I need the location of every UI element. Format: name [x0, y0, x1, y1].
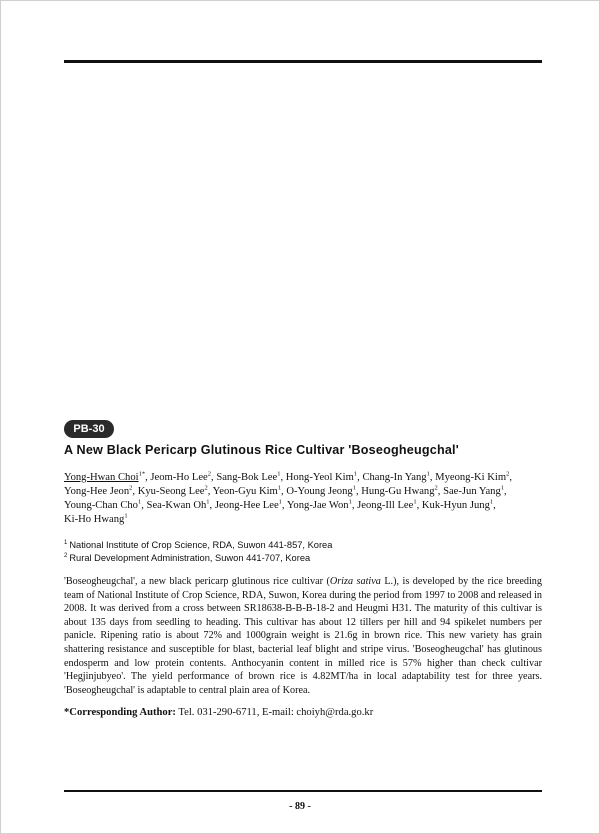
author-name: Chang-In Yang$^1$, [362, 470, 433, 483]
session-badge: PB-30 [64, 420, 114, 438]
author-name: Hong-Yeol Kim$^1$, [285, 470, 360, 483]
author-name: Myeong-Ki Kim$^2$, [435, 470, 512, 483]
bottom-rule [64, 790, 542, 792]
species-name: Oriza sativa [329, 576, 381, 587]
paper-title: A New Black Pericarp Glutinous Rice Cultivar 'Boseogheugchal' [64, 443, 459, 457]
abstract-part-2: L.), is developed by the rice breeding team of National Institute of Crop Science, RDA, Suwon, Korea during the period from 1997 to 2008 and released in 2008. It was derived from a cross between SR18638-B-B-B-18-2 and Heugmi H31. The maturity of this cultivar is about 135 days from seedling to heading. This cultivar has about 12 tillers per hill and 94 spikelet numbers per panicle. Ripening ratio is about 72% and 1000grain weight is 21.6g in brown rice. This new variety has grain shattering resistance and susceptible for blast, bacterial leaf blight and stripe virus. 'Boseogheugchal' has glutinous endosperm and low protein contents. Anthocyanin content in milled rice is 57% higher than check cultivar 'Hegjinjubyeo'. The yield performance of brown rice is 4.82MT/ha in local adaptability test for three years. 'Boseogheugchal' is adaptable to central plain area of Korea. [64, 576, 542, 696]
page-number: - 89 - [289, 801, 311, 812]
affiliation-list [64, 539, 542, 565]
affiliation-1: $^1$ National Institute of Crop Science, RDA, Suwon 441-857, Korea [64, 539, 333, 550]
author-name: Sea-Kwan Oh$^1$, [146, 498, 213, 511]
author-name: Kyu-Seong Lee$^2$, [137, 484, 211, 497]
author-name: Sang-Bok Lee$^1$, [216, 470, 284, 483]
author-name: Ki-Ho Hwang$^1$ [64, 512, 128, 525]
author-name: Yong-Hee Jeon$^2$, [64, 484, 136, 497]
corresponding-label: *Corresponding Author: [64, 707, 176, 718]
author-name: Jeong-Hee Lee$^1$, [214, 498, 285, 511]
author-name: Yong-Hwan Choi$^{1*}$, [64, 470, 148, 483]
abstract-part-1: 'Boseogheugchal', a new black pericarp glutinous rice cultivar ( [64, 576, 330, 587]
author-name: Yeon-Gyu Kim$^1$, [212, 484, 284, 497]
author-name: O-Young Jeong$^1$, [286, 484, 359, 497]
author-name: Sae-Jun Yang$^1$, [443, 484, 507, 497]
corresponding-contact: Tel. 031-290-6711, E-mail: choiyh@rda.go.kr [175, 707, 374, 718]
corresponding-author [64, 707, 542, 718]
author-list [64, 471, 542, 527]
author-name: Jeom-Ho Lee$^2$, [150, 470, 214, 483]
author-name: Hung-Gu Hwang$^2$, [361, 484, 441, 497]
author-name: Yong-Jae Won$^1$, [286, 498, 355, 511]
author-name: Kuk-Hyun Jung$^1$, [421, 498, 496, 511]
author-name: Young-Chan Cho$^1$, [64, 498, 144, 511]
abstract [64, 575, 542, 697]
author-name: Jeong-Ill Lee$^1$, [357, 498, 420, 511]
top-rule [64, 60, 542, 63]
affiliation-2: $^2$ Rural Development Administration, Suwon 441-707, Korea [64, 552, 311, 563]
